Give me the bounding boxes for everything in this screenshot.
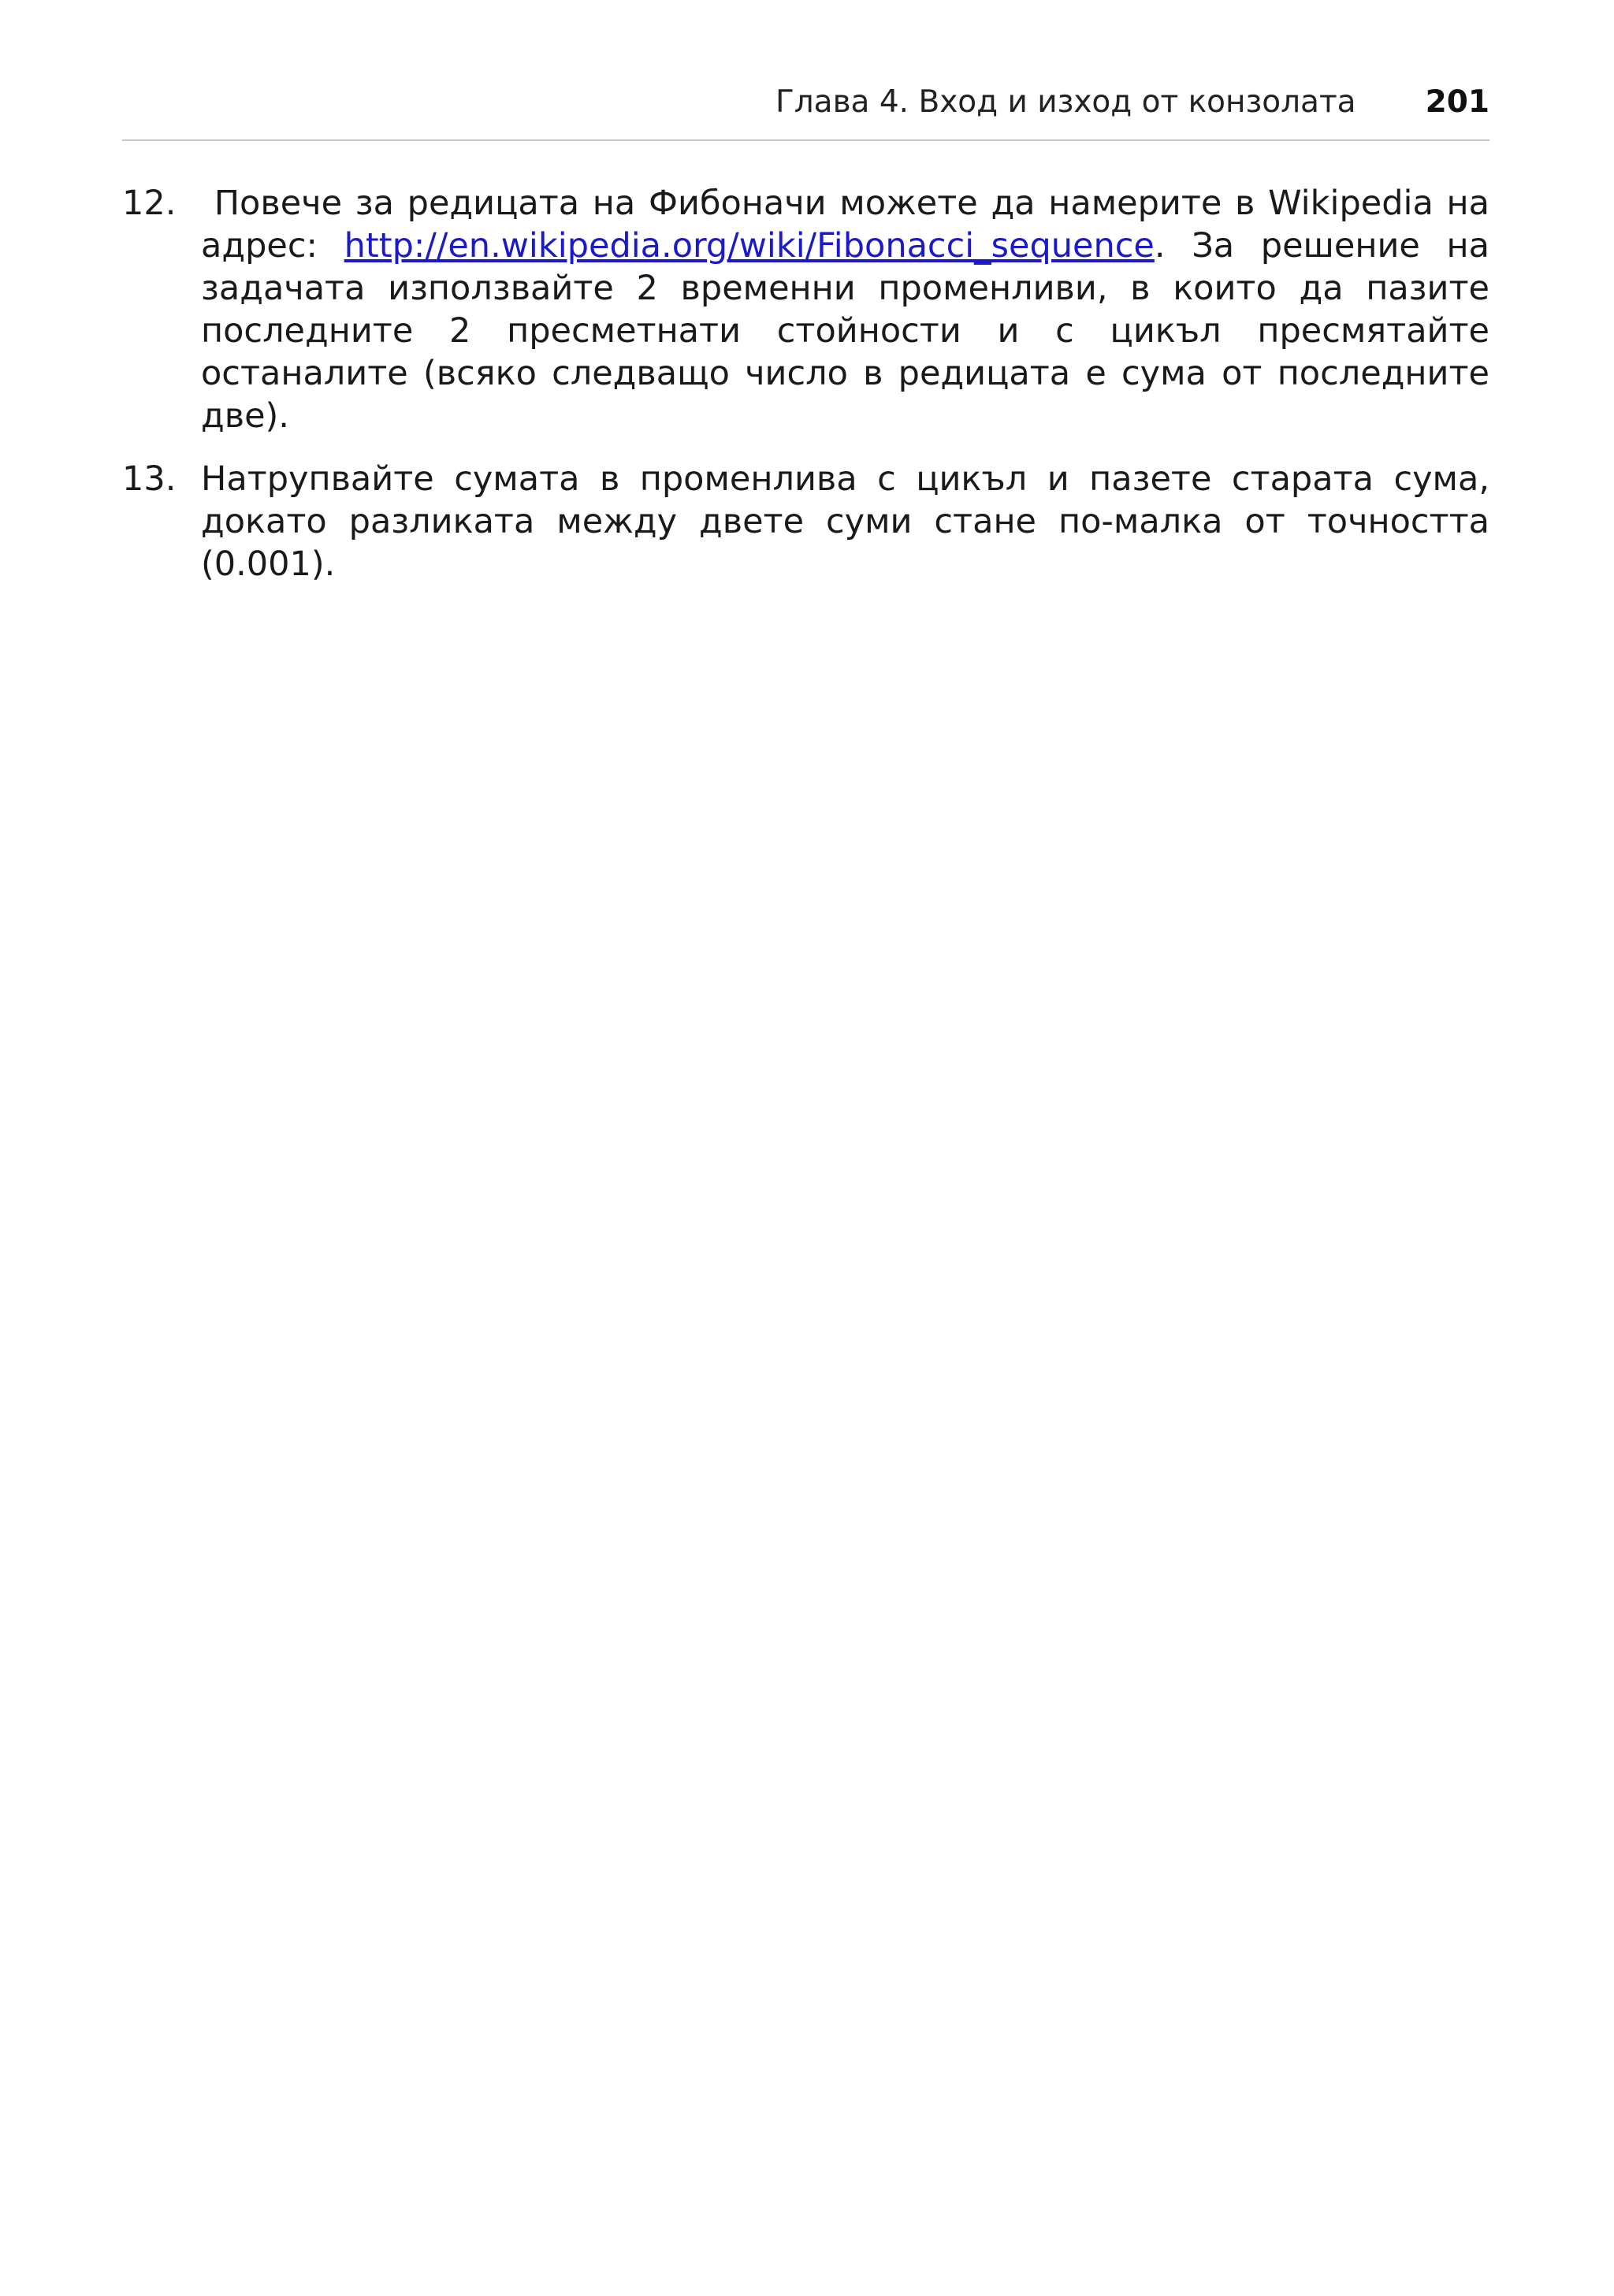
page-number: 201 [1425, 84, 1489, 120]
solution-hints-list [122, 182, 1501, 606]
fibonacci-wikipedia-link[interactable]: http://en.wikipedia.org/wiki/Fibonacci_sequence [344, 226, 1155, 266]
list-item-12 [122, 182, 1501, 437]
item-text-after-link: . За решение на задачата използвайте 2 временни променливи, в които да пазите последните 2 пресметнати стойности и с цикъл пресмятайте останалите (всяко следващо число в редицата е сума от последните две). [201, 226, 1489, 436]
item-text [201, 184, 1501, 436]
item-text: Натрупвайте сумата в променлива с цикъл и пазете старата сума, докато разликата между двете суми стане по-малка от точността (0.001). [201, 459, 1489, 584]
header-divider [122, 139, 1489, 141]
item-number: 12. [122, 184, 177, 223]
list-item-13 [122, 458, 1489, 585]
item-number: 13. [122, 459, 177, 499]
item-text-before-link: Повече за редицата на Фибоначи можете да намерите в Wikipedia на адрес: [201, 184, 1501, 266]
chapter-title: Глава 4. Вход и изход от конзолата [775, 84, 1356, 120]
running-header [122, 79, 1489, 126]
